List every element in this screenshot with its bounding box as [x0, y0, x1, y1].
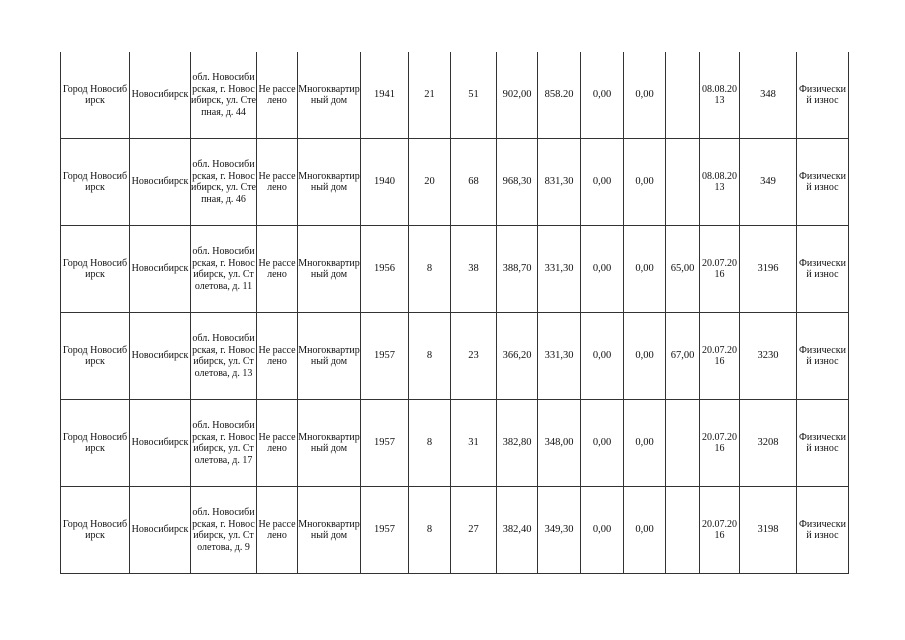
cell-building-type: Многоквартирный дом [298, 226, 361, 313]
cell-year-built: 1957 [361, 313, 409, 400]
cell-building-type: Многоквартирный дом [298, 139, 361, 226]
cell-reason: Физический износ [797, 400, 849, 487]
cell-address: обл. Новосибирская, г. Новосибирск, ул. Степная, д. 46 [191, 139, 257, 226]
cell-area-value-2: 0,00 [624, 226, 666, 313]
cell-municipality: Город Новосибирск [61, 400, 130, 487]
cell-residential-area: 831,30 [538, 139, 581, 226]
cell-wear-percent: 20 [409, 139, 451, 226]
cell-building-type: Многоквартирный дом [298, 400, 361, 487]
cell-total-area: 366,20 [497, 313, 538, 400]
cell-total-area: 382,80 [497, 400, 538, 487]
cell-decision-number: 3208 [740, 400, 797, 487]
cell-resettlement-status: Не расселено [257, 313, 298, 400]
housing-register-table [60, 52, 849, 574]
cell-year-built: 1941 [361, 52, 409, 139]
cell-total-area: 382,40 [497, 487, 538, 574]
cell-residents-count: 31 [451, 400, 497, 487]
cell-residents-count: 27 [451, 487, 497, 574]
cell-total-area: 388,70 [497, 226, 538, 313]
cell-residents-count: 23 [451, 313, 497, 400]
table-row [61, 400, 849, 487]
table-row [61, 226, 849, 313]
cell-area-value-2: 0,00 [624, 400, 666, 487]
cell-area-value-3 [666, 487, 700, 574]
cell-resettlement-status: Не расселено [257, 487, 298, 574]
cell-reason: Физический износ [797, 52, 849, 139]
cell-residents-count: 38 [451, 226, 497, 313]
cell-wear-percent: 21 [409, 52, 451, 139]
cell-settlement: Новосибирск [130, 139, 191, 226]
cell-decision-date: 20.07.2016 [700, 313, 740, 400]
cell-residential-area: 858.20 [538, 52, 581, 139]
cell-reason: Физический износ [797, 487, 849, 574]
cell-residents-count: 51 [451, 52, 497, 139]
cell-area-value-2: 0,00 [624, 487, 666, 574]
cell-address: обл. Новосибирская, г. Новосибирск, ул. Степная, д. 44 [191, 52, 257, 139]
cell-decision-date: 20.07.2016 [700, 400, 740, 487]
cell-decision-date: 20.07.2016 [700, 226, 740, 313]
table-row [61, 52, 849, 139]
cell-municipality: Город Новосибирск [61, 226, 130, 313]
cell-area-value-3: 65,00 [666, 226, 700, 313]
table-row [61, 139, 849, 226]
cell-year-built: 1957 [361, 487, 409, 574]
cell-residents-count: 68 [451, 139, 497, 226]
cell-area-value-3 [666, 400, 700, 487]
cell-reason: Физический износ [797, 139, 849, 226]
cell-reason: Физический износ [797, 226, 849, 313]
cell-area-value-1: 0,00 [581, 313, 624, 400]
cell-area-value-1: 0,00 [581, 400, 624, 487]
cell-total-area: 902,00 [497, 52, 538, 139]
cell-year-built: 1940 [361, 139, 409, 226]
cell-area-value-3: 67,00 [666, 313, 700, 400]
cell-area-value-1: 0,00 [581, 487, 624, 574]
cell-municipality: Город Новосибирск [61, 52, 130, 139]
cell-wear-percent: 8 [409, 313, 451, 400]
cell-decision-number: 3198 [740, 487, 797, 574]
cell-decision-number: 349 [740, 139, 797, 226]
cell-residential-area: 348,00 [538, 400, 581, 487]
cell-area-value-2: 0,00 [624, 139, 666, 226]
cell-decision-number: 348 [740, 52, 797, 139]
cell-address: обл. Новосибирская, г. Новосибирск, ул. Столетова, д. 17 [191, 400, 257, 487]
cell-decision-number: 3196 [740, 226, 797, 313]
cell-area-value-1: 0,00 [581, 52, 624, 139]
cell-residential-area: 331,30 [538, 313, 581, 400]
cell-building-type: Многоквартирный дом [298, 313, 361, 400]
cell-year-built: 1956 [361, 226, 409, 313]
cell-total-area: 968,30 [497, 139, 538, 226]
cell-settlement: Новосибирск [130, 487, 191, 574]
cell-municipality: Город Новосибирск [61, 139, 130, 226]
cell-address: обл. Новосибирская, г. Новосибирск, ул. Столетова, д. 13 [191, 313, 257, 400]
cell-wear-percent: 8 [409, 226, 451, 313]
cell-settlement: Новосибирск [130, 400, 191, 487]
cell-area-value-3 [666, 139, 700, 226]
cell-address: обл. Новосибирская, г. Новосибирск, ул. Столетова, д. 9 [191, 487, 257, 574]
cell-decision-date: 08.08.2013 [700, 52, 740, 139]
cell-residential-area: 349,30 [538, 487, 581, 574]
cell-wear-percent: 8 [409, 400, 451, 487]
cell-wear-percent: 8 [409, 487, 451, 574]
cell-area-value-3 [666, 52, 700, 139]
cell-resettlement-status: Не расселено [257, 400, 298, 487]
cell-area-value-1: 0,00 [581, 226, 624, 313]
cell-building-type: Многоквартирный дом [298, 52, 361, 139]
cell-decision-number: 3230 [740, 313, 797, 400]
cell-address: обл. Новосибирская, г. Новосибирск, ул. Столетова, д. 11 [191, 226, 257, 313]
cell-area-value-2: 0,00 [624, 52, 666, 139]
cell-decision-date: 20.07.2016 [700, 487, 740, 574]
cell-residential-area: 331,30 [538, 226, 581, 313]
cell-settlement: Новосибирск [130, 226, 191, 313]
cell-year-built: 1957 [361, 400, 409, 487]
table-body [61, 52, 849, 574]
cell-resettlement-status: Не расселено [257, 226, 298, 313]
table-row [61, 313, 849, 400]
cell-municipality: Город Новосибирск [61, 487, 130, 574]
cell-building-type: Многоквартирный дом [298, 487, 361, 574]
cell-reason: Физический износ [797, 313, 849, 400]
cell-municipality: Город Новосибирск [61, 313, 130, 400]
cell-resettlement-status: Не расселено [257, 139, 298, 226]
cell-settlement: Новосибирск [130, 52, 191, 139]
cell-area-value-2: 0,00 [624, 313, 666, 400]
cell-area-value-1: 0,00 [581, 139, 624, 226]
cell-decision-date: 08.08.2013 [700, 139, 740, 226]
cell-settlement: Новосибирск [130, 313, 191, 400]
table-row [61, 487, 849, 574]
cell-resettlement-status: Не расселено [257, 52, 298, 139]
